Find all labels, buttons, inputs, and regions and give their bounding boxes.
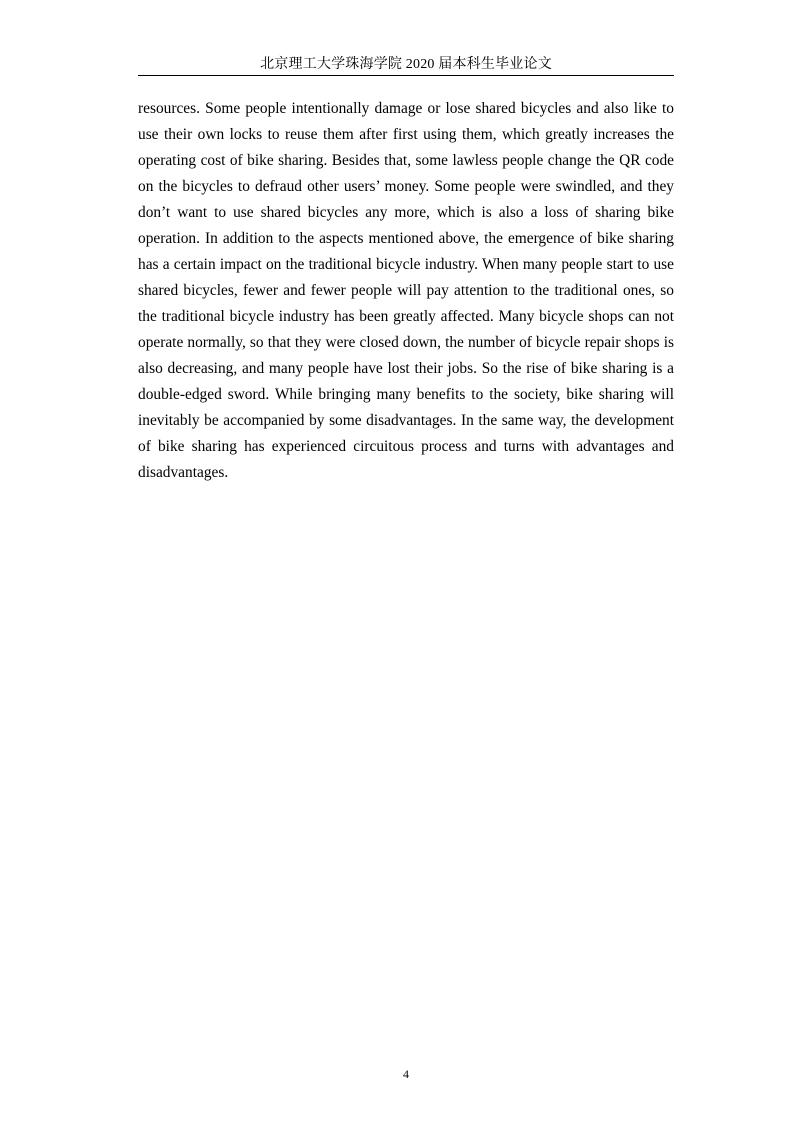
- page-number: 4: [403, 1067, 409, 1081]
- body-paragraph: resources. Some people intentionally damage or lose shared bicycles and also like to use their own locks to reuse them after first using them, which greatly increases the operating cost of bike sharing. Besides that, some lawless people change the QR code on the bicycles to defraud other users’ money. Some people were swindled, and they don’t want to use shared bicycles any more, which is also a loss of sharing bike operation. In addition to the aspects mentioned above, the emergence of bike sharing has a certain impact on the traditional bicycle industry. When many people start to use shared bicycles, fewer and fewer people will pay attention to the traditional ones, so the traditional bicycle industry has been greatly affected. Many bicycle shops can not operate normally, so that they were closed down, the number of bicycle repair shops is also decreasing, and many people have lost their jobs. So the rise of bike sharing is a double-edged sword. While bringing many benefits to the society, bike sharing will inevitably be accompanied by some disadvantages. In the same way, the development of bike sharing has experienced circuitous process and turns with advantages and disadvantages.: [138, 100, 674, 481]
- page-header: 北京理工大学珠海学院 2020 届本科生毕业论文: [260, 57, 552, 72]
- header-divider: [138, 75, 674, 76]
